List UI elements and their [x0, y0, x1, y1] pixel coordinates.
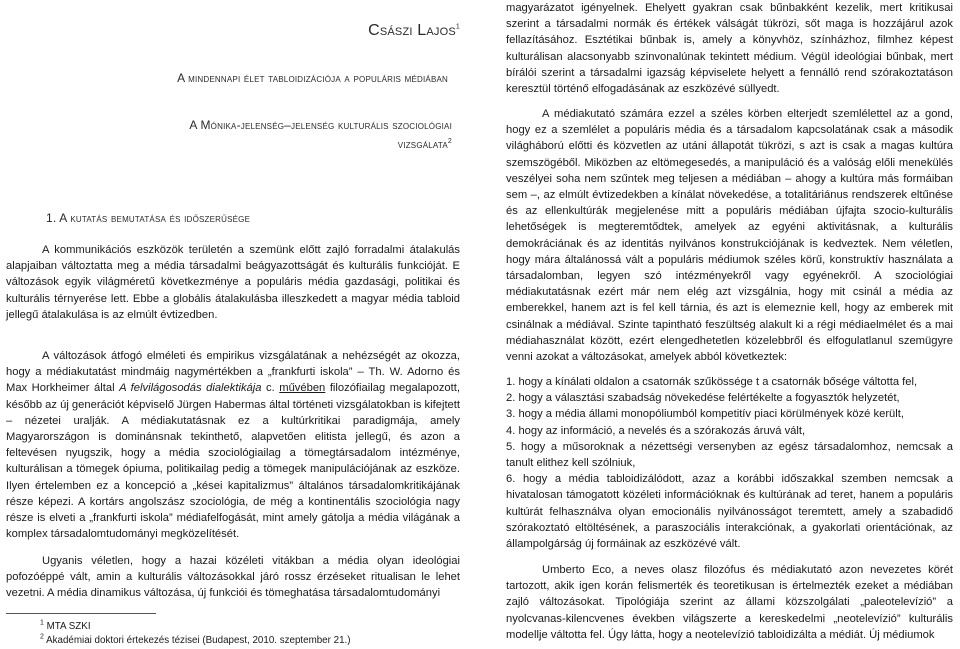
paper-subtitle: A mindennapi élet tabloidizációja a populáris médiában: [177, 71, 448, 85]
paper-title-line1: A Mónika-jelenség–jelenség kulturális szociológiai: [189, 118, 452, 132]
footnote-ref-2[interactable]: 2: [447, 138, 452, 145]
footnote-2: [40, 634, 351, 648]
list-item: 1. hogy a kínálati oldalon a csatornák szűkössége t a csatornák bősége váltotta fel,: [506, 376, 918, 388]
list-item: 3. hogy a média állami monopóliumból kompetitív piaci körülmények közé került,: [506, 408, 904, 421]
paper-title: [72, 116, 452, 154]
footnote-ref-1[interactable]: 1: [455, 23, 460, 31]
footnotes: [40, 620, 351, 647]
list-item: 4. hogy az információ, a nevelés és a szórakozás áruvá vált,: [506, 424, 806, 437]
paragraph-2-part-b: c.: [261, 382, 280, 395]
author-name: [368, 20, 460, 42]
paragraph-2-part-a: A változások átfogó elméleti és empirikus vizsgálatának a nehézségét az okozza, hogy a médiakutatást mindmáig nagymértékben a „frankfurti iskola” – Th. W. Adorno és Max Horkheimer által: [6, 350, 460, 395]
right-paragraph-3: Umberto Eco, a neves olasz filozófus és médiakutató azon nevezetes körét tartozott, akik igen korán felismerték és teoretikusan is értelmezték ezeket a médiában zajló változásokat. Tipológiája szerint az állami közszolgálati „paleotelevízió” a nyolcvanas-kilencvenes években világszerte a kereskedelmi „neotelevízió” kulturális modellje váltotta fel. Úgy látta, hogy a neotelevízió tabloidizálta a médiát. Új médiumok: [506, 564, 953, 641]
title-block: [6, 0, 460, 200]
footnote-2-text: Akadémiai doktori értekezés tézisei (Budapest, 2010. szeptember 21.): [46, 634, 351, 646]
list-item: 2. hogy a választási szabadság növekedése felértékelte a fogyasztók helyzetét,: [506, 392, 900, 405]
paper-title-line2-text: vizsgálata: [397, 137, 448, 151]
right-paragraph-1: magyarázatot igényelnek. Ehelyett gyakran csak bűnbakként kezelik, mert kritikusai szerint a társadalmi normák és értékek válságát tükrözi, sőt maga is hozzájárul azok fellazításához. Esztétikai bűnbak is, amely a könyvhöz, színházhoz, filmhez képest kulturálisan alacsonyabb szinvonalúnak tekintett médium. Végül ideológiai bűnbak, mert bírálói szerint a társadalmi igazság képviselete helyett a fennálló rend szórakoztatáson keresztül történő elfogadásának az eszközévé süllyedt.: [506, 2, 953, 96]
paragraph-2-part-c: filozófiailag megalapozott, később az új generációt képviselő Jürgen Habermas által történeti vizsgálatokban is kifejtett – nézetei uralják. A médiakutatásnak ez a kultúrkritikai paradigmája, amely Magyarországon is dominánsnak tekinthető, alapvetően elitista jellegű, és azon a feltevésen nyugszik, hogy a média szociológiailag a tömegtársadalom intézménye, kulturálisan a tömegek ópiuma, politikailag pedig a tömegek manipulációjának az eszköze. Ilyen értelemben ez a koncepció a „kései kapitalizmus” általános társadalomkritikájának része képezi. A kortárs angolszász szociológia, de még a kontinentális szociológia nagy része is elveti a „frankfurti iskola” médiafelfogását, mint amely gátolja a média világának a komplex társadalomtudományi megközelítését.: [6, 382, 460, 541]
changes-list: [506, 374, 953, 552]
footnote-1-text: MTA SZKI: [46, 621, 91, 632]
list-item: 5. hogy a műsoroknak a nézettségi versenyben az egész társadalomhoz, nemcsak a tanult elithez kell szólniuk,: [506, 440, 953, 470]
paragraph-1: A kommunikációs eszközök területén a szemünk előtt zajló forradalmi átalakulás alapjaiban változtatta meg a média társadalmi beágyazottságát és kulturális funkcióját. E változások egyik világméretű következménye a populáris média gazdasági, politikai és kulturális térnyerése lett. Ebbe a globális átalakulásba illeszkedett a magyar média tabloid jellegű átalakulása is az elmúlt évtizedben.: [6, 244, 460, 321]
paragraph-2: [6, 348, 460, 542]
book-title: A felvilágosodás dialektikája: [119, 382, 262, 395]
author-text: Császi Lajos: [368, 22, 456, 39]
footnote-1: [40, 620, 351, 634]
list-item: 6. hogy a média tabloidizálódott, azaz a korábbi időszakkal szemben nemcsak a hivatalosan támogatott közéleti információknak és kultúrának ad teret, hanem a populáris kultúrát felhasználva olyan emocionális nyilvánosságot teremtett, amely a szabadidő szórakoztató eltöltésének, a paraszociális interakciónak, a gyakorlati orientációnak, az állampolgárság új formáinak az eszközévé vált.: [506, 473, 953, 551]
paper-title-line2: [72, 135, 452, 154]
footnote-divider: [6, 613, 156, 614]
footnote-2-number: 2: [40, 633, 44, 641]
paragraph-3: Ugyanis véletlen, hogy a hazai közéleti vitákban a média olyan ideológiai pofozóéppé vált, amin a kulturális változásokkal járó rossz érzéseket ritualisan le lehet vezetni. A média dinamikus változása, új funkciói és tömeghatása társadalomtudományi: [6, 555, 460, 600]
right-paragraph-2: A médiakutató számára ezzel a széles körben elterjedt szemlélettel az a gond, hogy ez a szemlélet a populáris média és a társadalom kapcsolatának csak a második világháború előtti és közvetlen az utáni állapotát tükrözi, s azt is csak a magas kultúra szemszögéből. Miközben az eltömegesedés, a manipuláció és a valóság előli menekülés veszélyei soha nem szűntek meg teljesen a médiában – ahogy a kultúra más formáiban sem –, az elmúlt évtizedekben a kínálat növekedése, a totalitáriánus rendszerek eltűnése és az ellenkultúrák megjelenése mitt a populáris médiában újfajta szocio-kulturális lehetőségek is megteremtődtek, amelyek az egyéni aktivitásnak, a kulturális demokráciának és az identitás nyilvános konstrukciójának is kedveztek. Nem véletlen, hogy mára általánossá vált a populáris médiumok széles körű, konstruktív használata a társadalomban, legyen szó intézményekről vagy egyénekről. A szociológiai médiakutatásnak ezért már nem elég azt vizsgálnia, hogy mit csinál a média az emberekkel, hanem azt is fel kell tárnia, és azt is elemeznie kell, hogy az emberek mit csinálnak a médiával. Szinte tapintható feszültség alakult ki a régi médiaelmélet és a mai médiahasználat között, ezért elengedhetetlen közelebbről és elfogulatlanul szemügyre venni azokat a változásokat, amelyek abból következtek:: [506, 108, 953, 364]
section-heading: 1. A kutatás bemutatása és időszerűsége: [46, 211, 251, 225]
underlined-word: művében: [279, 382, 326, 395]
footnote-1-number: 1: [40, 619, 44, 627]
